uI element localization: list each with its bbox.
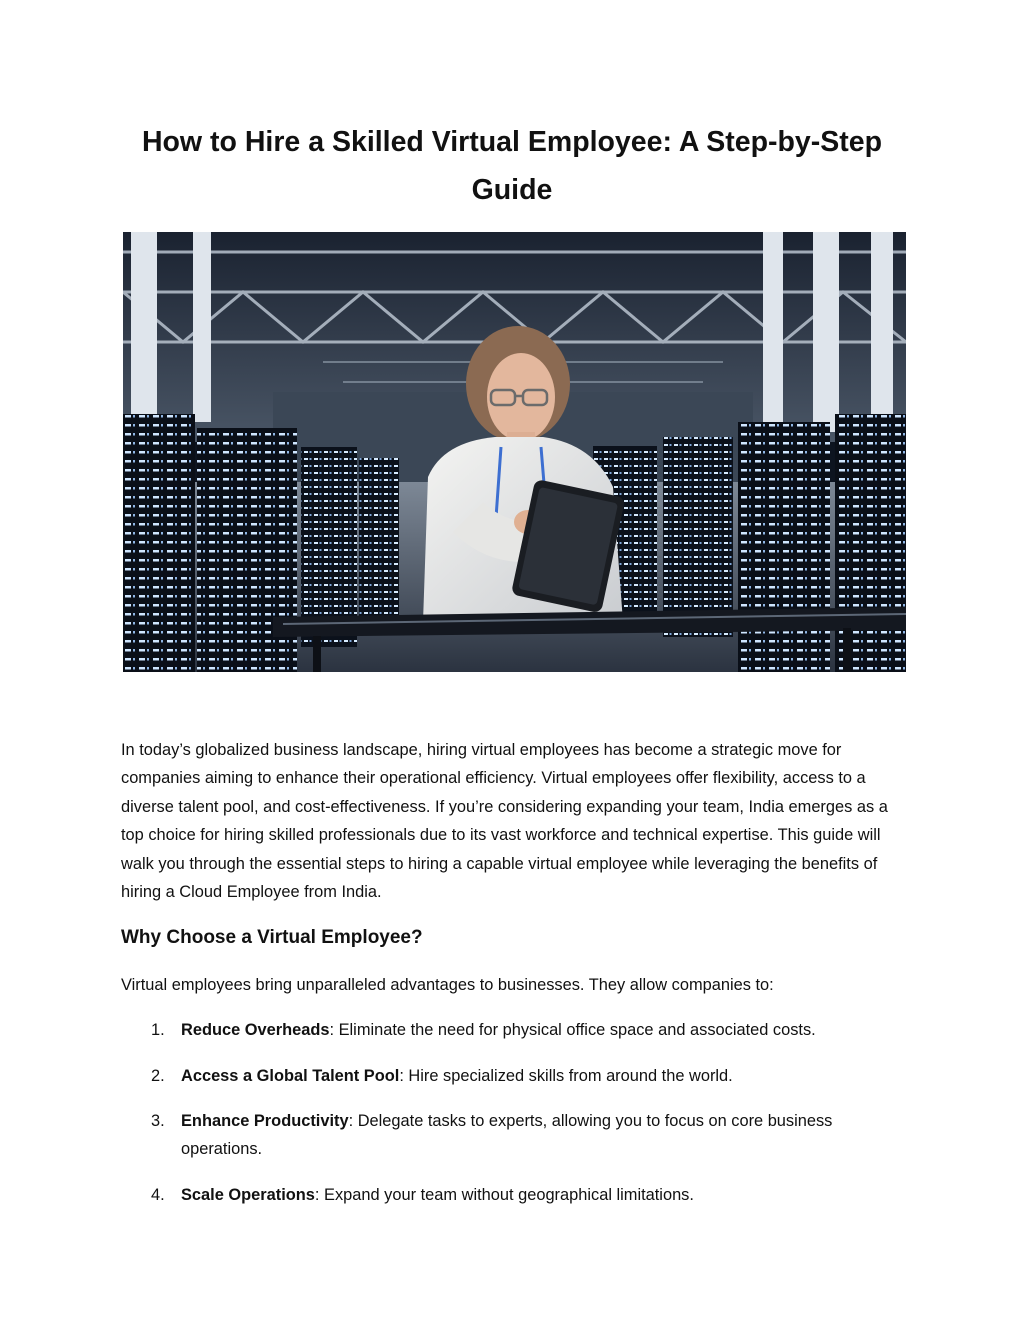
benefit-description: : Hire specialized skills from around the world. [399, 1066, 733, 1085]
page-title: How to Hire a Skilled Virtual Employee: A Step-by-Step Guide [141, 126, 883, 206]
section-heading: Why Choose a Virtual Employee? [121, 927, 423, 948]
benefit-description: : Delegate tasks to experts, allowing you to focus on core business operations. [181, 1112, 833, 1158]
list-item [121, 1016, 911, 1044]
benefit-term: Reduce Overheads [181, 1021, 330, 1039]
list-item [121, 1181, 911, 1209]
list-number: 1. [151, 1021, 165, 1039]
list-item [121, 1107, 911, 1163]
server-room-photo-icon [123, 232, 906, 672]
list-item [121, 1062, 911, 1090]
section-lead: Virtual employees bring unparalleled advantages to businesses. They allow companies to: [121, 976, 774, 994]
list-number: 2. [151, 1066, 165, 1085]
intro-paragraph: In today’s globalized business landscape, hiring virtual employees has become a strategic move for companies aiming to enhance their operational efficiency. Virtual employees offer flexibility, access to a diverse talent pool, and cost-effectiveness. If you’re considering expanding your team, India emerges as a top choice for hiring skilled professionals due to its vast workforce and technical expertise. This guide will walk you through the essential steps to hiring a capable virtual employee while leveraging the benefits of hiring a Cloud Employee from India. [121, 741, 888, 902]
benefit-term: Scale Operations [181, 1185, 315, 1204]
benefits-list [121, 1016, 911, 1226]
list-number: 4. [151, 1185, 165, 1204]
hero-image [123, 232, 906, 672]
benefit-term: Access a Global Talent Pool [181, 1066, 400, 1085]
benefit-term: Enhance Productivity [181, 1112, 349, 1130]
list-number: 3. [151, 1112, 165, 1130]
benefit-description: : Expand your team without geographical limitations. [314, 1185, 694, 1204]
benefit-description: : Eliminate the need for physical office space and associated costs. [329, 1021, 816, 1039]
